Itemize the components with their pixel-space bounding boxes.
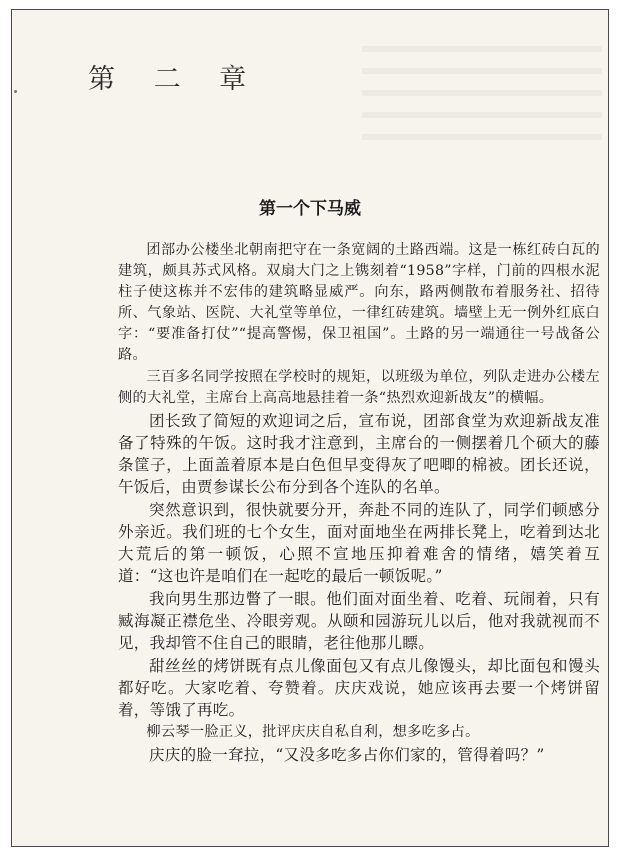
paragraph: 甜丝丝的烤饼既有点儿像面包又有点儿像馒头，却比面包和馒头都好吃。大家吃着、夸赞着。庆庆戏说，她应该再去要一个烤饼留着，等饿了再吃。 [118, 657, 600, 719]
book-page [11, 9, 609, 847]
paragraph: 我向男生那边瞥了一眼。他们面对面坐着、吃着、玩闹着，只有臧海凝正襟危坐、冷眼旁观。从颐和园游玩儿以后，他对我就视而不见，我却管不住自己的眼睛，老往他那儿瞟。 [118, 590, 600, 652]
paragraph: 三百多名同学按照在学校时的规矩，以班级为单位，列队走进办公楼左侧的大礼堂，主席台上高高地悬挂着一条“热烈欢迎新战友”的横幅。 [118, 369, 600, 406]
paragraph: 团长致了简短的欢迎词之后，宣布说，团部食堂为欢迎新战友准备了特殊的午饭。这时我才注意到，主席台的一侧摆着几个硕大的藤条筐子，上面盖着原本是白色但早变得灰了吧唧的棉被。团长还说，午饭后，由贾参谋长公布分到各个连队的名单。 [118, 412, 600, 496]
body-text [118, 240, 600, 766]
paragraph: 柳云琴一脸正义，批评庆庆自私自利，想多吃多占。 [146, 724, 480, 740]
paragraph: 团部办公楼坐北朝南把守在一条宽阔的土路西端。这是一栋红砖白瓦的建筑，颇具苏式风格。双扇大门之上镌刻着“1958”字样，门前的四根水泥柱子使这栋并不宏伟的建筑略显威严。向东，路两侧散布着服务社、招待所、气象站、医院、大礼堂等单位，一律红砖建筑。墙壁上无一例外红底白字：“要准备打仗”“提高警惕，保卫祖国”。土路的另一端通往一号战备公路。 [118, 242, 600, 363]
paragraph: 庆庆的脸一耷拉，“又没多吃多占你们家的，管得着吗？” [149, 746, 545, 764]
paragraph: 突然意识到，很快就要分开，奔赴不同的连队了，同学们顿感分外亲近。我们班的七个女生，面对面地坐在两排长凳上，吃着到达北大荒后的第一顿饭，心照不宣地压抑着难舍的情绪，嬉笑着互道：“这也许是咱们在一起吃的最后一顿饭呢。” [118, 501, 600, 585]
margin-mark [14, 90, 17, 93]
chapter-heading: 第 二 章 [88, 64, 262, 95]
section-heading: 第一个下马威 [259, 199, 361, 219]
show-through-text [362, 46, 602, 156]
